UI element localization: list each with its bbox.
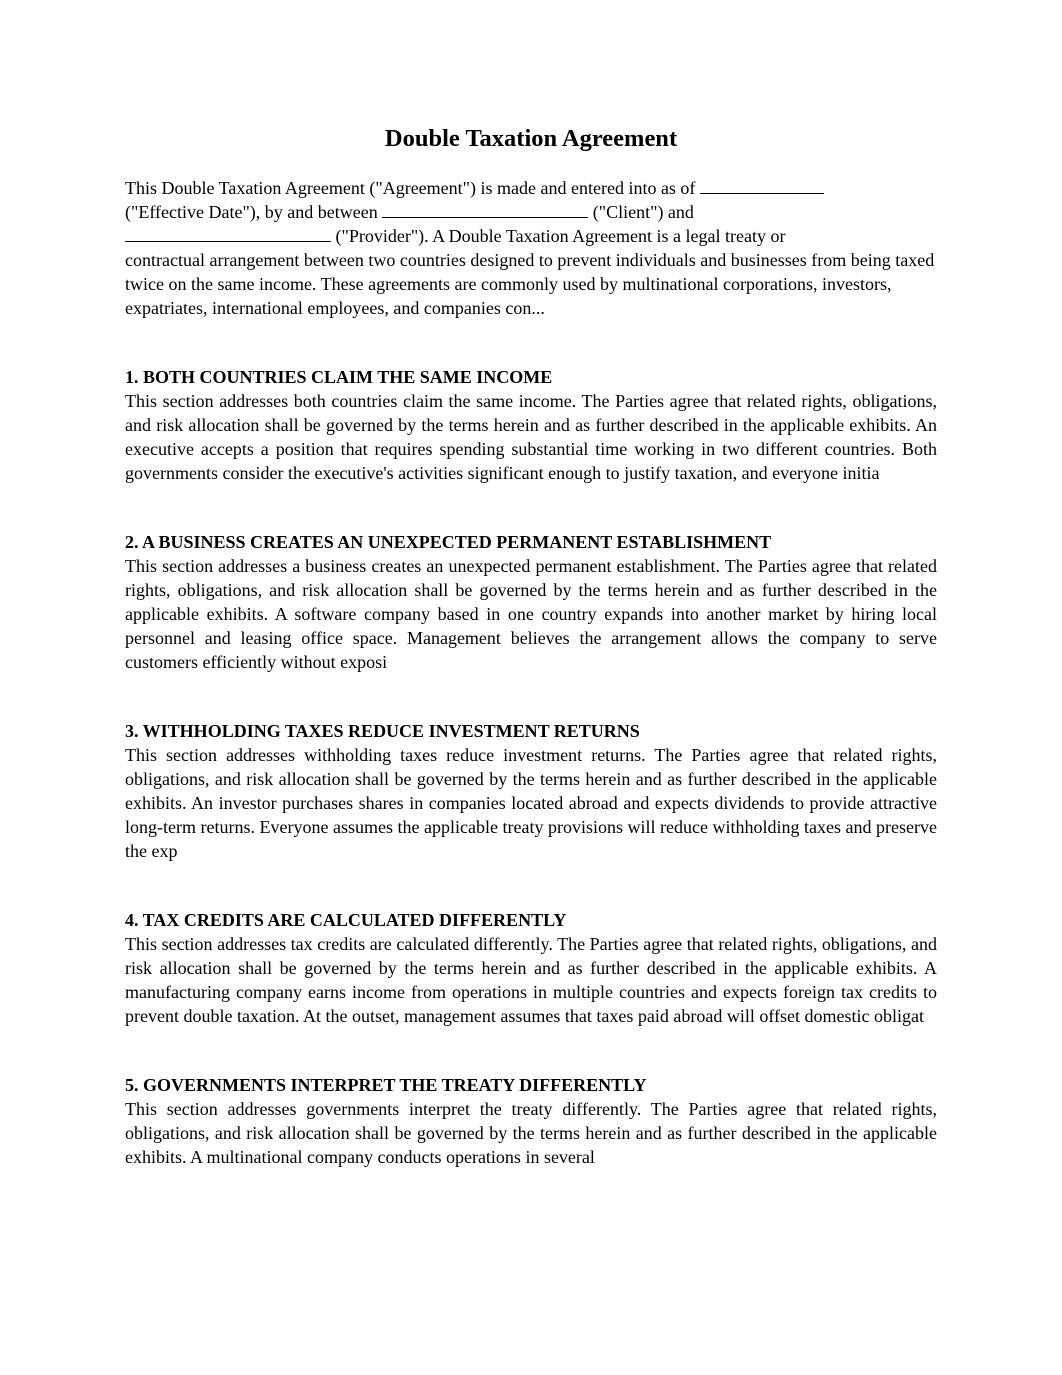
section-heading: 2. A BUSINESS CREATES AN UNEXPECTED PERMANENT ESTABLISHMENT [125,532,772,552]
section-body: This section addresses withholding taxes reduce investment returns. The Parties agree that related rights, obligations, and risk allocation shall be governed by the terms herein and as further described in the applicable exhibits. An investor purchases shares in companies located abroad and expects dividends to provide attractive long-term returns. Everyone assumes the applicable treaty provisions will reduce withholding taxes and preserve the exp [125,745,937,861]
intro-line-2 [125,200,937,224]
intro-paragraph [125,176,937,320]
section-3 [125,719,937,863]
section-body: This section addresses both countries claim the same income. The Parties agree that related rights, obligations, and risk allocation shall be governed by the terms herein and as further described in the applicable exhibits. An executive accepts a position that requires spending substantial time working in two different countries. Both governments consider the executive's activities significant enough to justify taxation, and everyone initia [125,391,937,483]
document-page [125,122,937,1169]
section-4 [125,908,937,1028]
client-name-blank[interactable] [382,201,588,218]
section-2 [125,530,937,674]
section-body: This section addresses governments interpret the treaty differently. The Parties agree that related rights, obligations, and risk allocation shall be governed by the terms herein and as further described in the applicable exhibits. A multinational company conducts operations in several [125,1099,937,1167]
document-title: Double Taxation Agreement [384,125,678,152]
intro-line-3 [125,224,937,248]
intro-line-1 [125,176,937,200]
section-heading: 4. TAX CREDITS ARE CALCULATED DIFFERENTLY [125,910,567,930]
provider-name-blank[interactable] [125,225,331,242]
section-body: This section addresses tax credits are calculated differently. The Parties agree that related rights, obligations, and risk allocation shall be governed by the terms herein and as further described in the applicable exhibits. A manufacturing company earns income from operations in multiple countries and expects foreign tax credits to prevent double taxation. At the outset, management assumes that taxes paid abroad will offset domestic obligat [125,934,937,1026]
section-5 [125,1073,937,1169]
section-heading: 5. GOVERNMENTS INTERPRET THE TREATY DIFFERENTLY [125,1075,647,1095]
section-1 [125,365,937,485]
intro-text: ("Effective Date"), by and between [125,202,378,222]
intro-text: This Double Taxation Agreement ("Agreement") is made and entered into as of [125,178,696,198]
effective-date-blank[interactable] [700,177,824,194]
intro-text: contractual arrangement between two countries designed to prevent individuals and businesses from being taxed twice on the same income. These agreements are commonly used by multinational corporations, investors, expatriates, international employees, and companies con... [125,250,935,318]
intro-text: ("Provider"). A Double Taxation Agreement is a legal treaty or [335,226,786,246]
section-body: This section addresses a business creates an unexpected permanent establishment. The Parties agree that related rights, obligations, and risk allocation shall be governed by the terms herein and as further described in the applicable exhibits. A software company based in one country expands into another market by hiring local personnel and leasing office space. Management believes the arrangement allows the company to serve customers efficiently without exposi [125,556,937,672]
section-heading: 3. WITHHOLDING TAXES REDUCE INVESTMENT RETURNS [125,721,640,741]
intro-text: ("Client") and [592,202,694,222]
section-heading: 1. BOTH COUNTRIES CLAIM THE SAME INCOME [125,367,553,387]
